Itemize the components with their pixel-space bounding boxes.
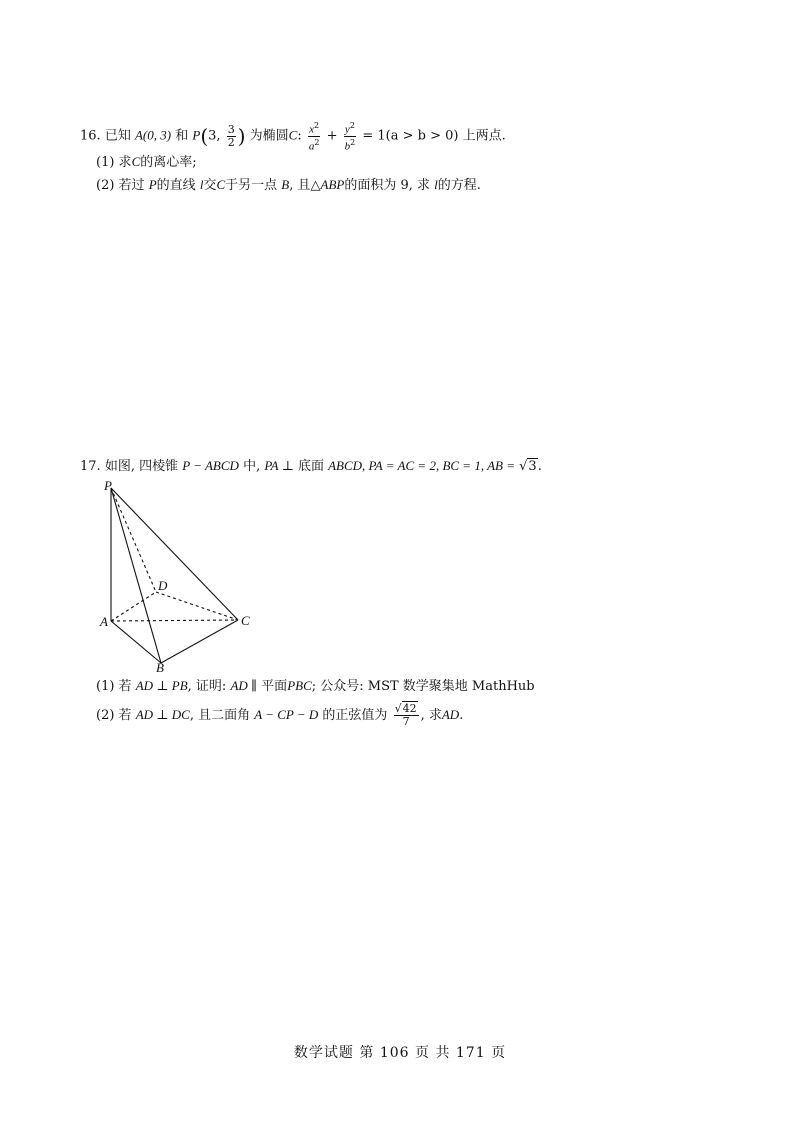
edge-DC bbox=[156, 592, 238, 620]
page-footer: 数学试题 第 106 页 共 171 页 bbox=[293, 1045, 507, 1061]
edge-PD bbox=[111, 488, 156, 592]
label-D: D bbox=[158, 578, 168, 593]
q16-part1: (1) 求C的离心率; bbox=[96, 154, 197, 170]
fraction-x2-a2: $\frac{x^2}{a^2}$ bbox=[308, 121, 320, 153]
label-B: B bbox=[156, 660, 164, 673]
q16-stem: 16. 已知 A(0, 3) 和 P(3, $\frac{3}{2}$ ) 为椭圆C: $\frac{x^2}{a^2}$ + $\frac{y^2}{b^2}$ = 1(a > b > 0) 上两点. bbox=[80, 121, 506, 153]
label-P: P bbox=[104, 478, 112, 493]
label-C: C bbox=[241, 613, 250, 628]
q17-stem: 17. 如图, 四棱锥 P − ABCD 中, PA ⊥ 底面 ABCD, PA = AC = 2, BC = 1, AB = √3. bbox=[80, 458, 542, 474]
pyramid-figure bbox=[98, 478, 258, 673]
fraction-3-2: $\frac{3}{2}$ bbox=[227, 122, 235, 149]
q17-part2: (2) 若 AD ⊥ DC, 且二面角 A − CP − D 的正弦值为 $\frac{√42}{7}$ , 求AD. bbox=[96, 702, 464, 728]
fraction-sqrt42-7: $\frac{√42}{7}$ bbox=[394, 702, 417, 728]
q17-number: 17. bbox=[80, 459, 101, 474]
fraction-y2-b2: $\frac{y^2}{b^2}$ bbox=[344, 121, 356, 153]
label-A: A bbox=[100, 614, 108, 629]
edge-BC bbox=[161, 620, 238, 663]
edge-AB bbox=[111, 621, 161, 663]
q16-part2: (2) 若过 P的直线 l交C于另一点 B, 且△ABP的面积为 9, 求 l的方程. bbox=[96, 177, 481, 193]
edge-AC bbox=[111, 620, 238, 621]
q17-part1: (1) 若 AD ⊥ PB, 证明: AD ∥ 平面PBC; 公众号: MST 数学聚集地 MathHub bbox=[96, 678, 535, 694]
q16-number: 16. bbox=[80, 128, 101, 144]
edge-AD bbox=[111, 592, 156, 621]
